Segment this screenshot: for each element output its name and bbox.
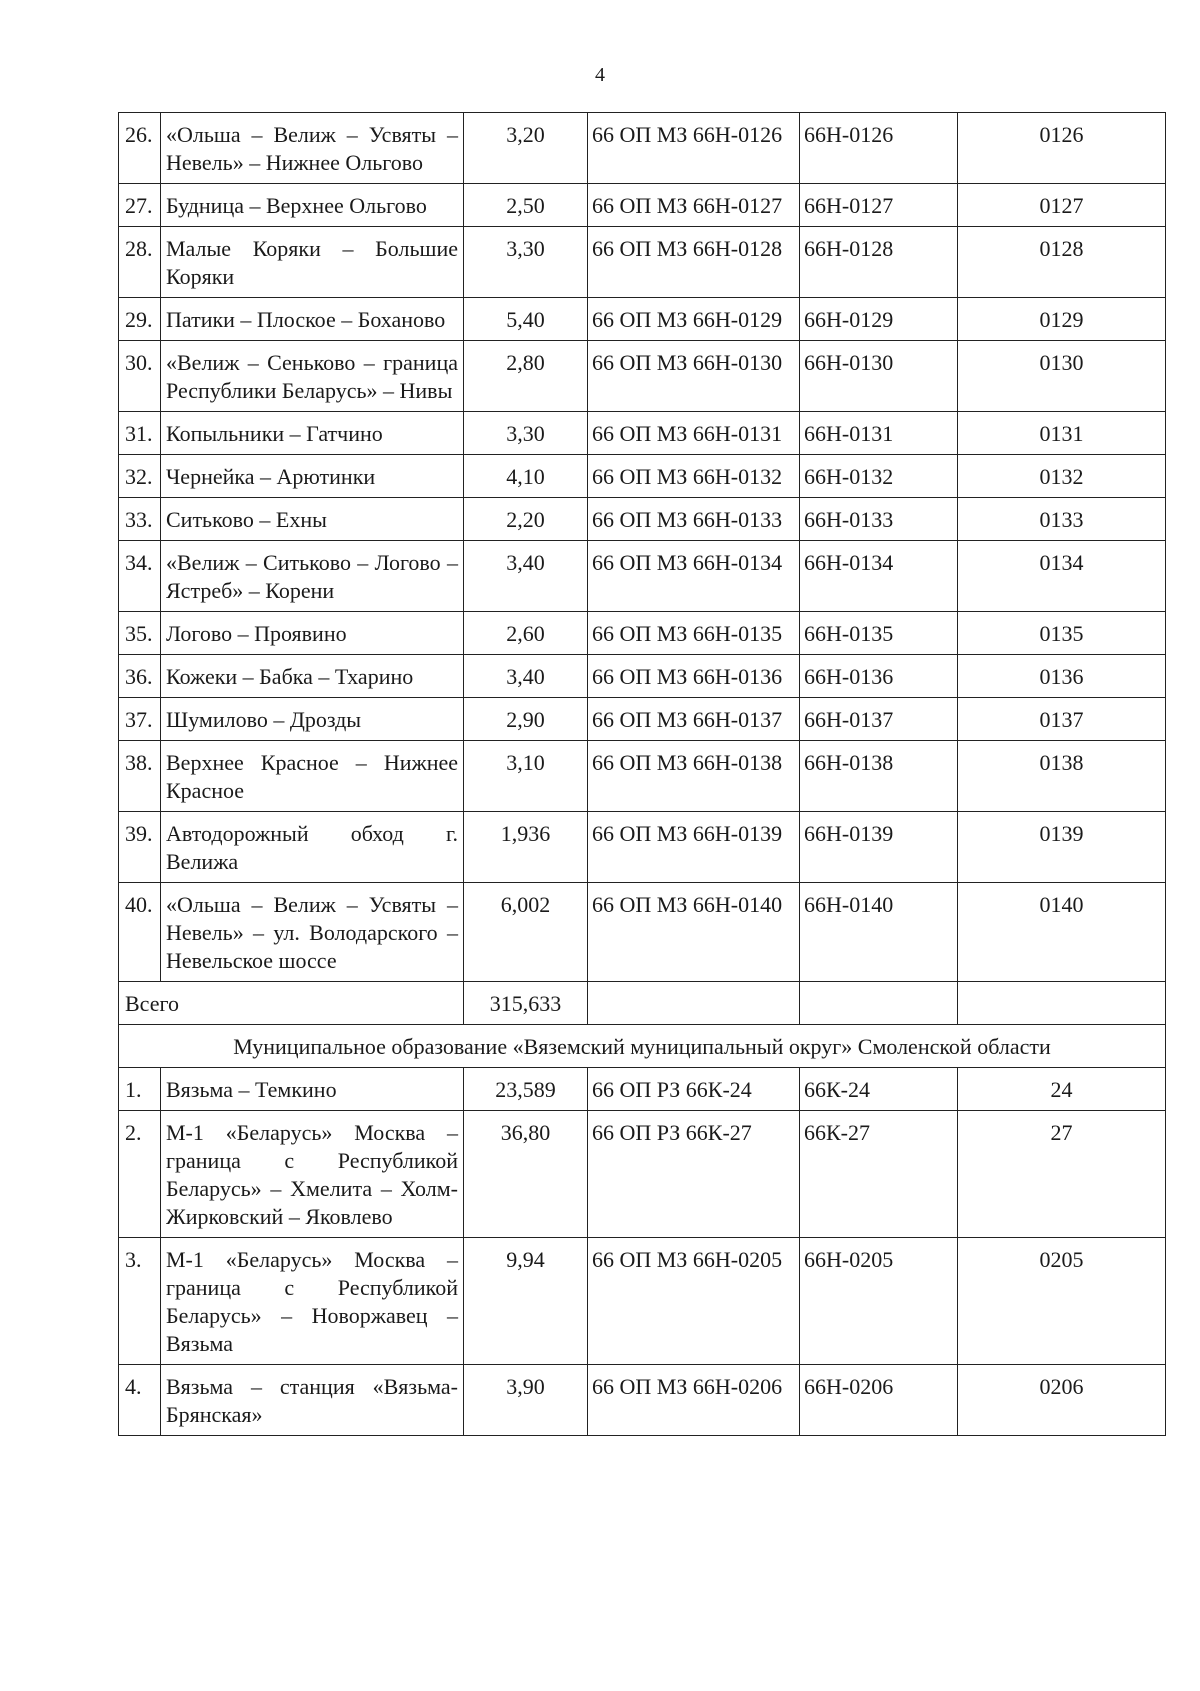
total-empty-cell (588, 982, 800, 1025)
road-reg-code: 66Н-0132 (800, 455, 958, 498)
road-id-code: 66 ОП МЗ 66Н-0205 (588, 1238, 800, 1365)
row-number: 27. (119, 184, 161, 227)
road-reg-code: 66Н-0129 (800, 298, 958, 341)
road-name: Чернейка – Арютинки (161, 455, 464, 498)
road-reg-code: 66К-27 (800, 1111, 958, 1238)
row-number: 28. (119, 227, 161, 298)
road-id-code: 66 ОП МЗ 66Н-0129 (588, 298, 800, 341)
table-row (119, 883, 1166, 982)
road-length: 2,20 (464, 498, 588, 541)
section-heading-row (119, 1025, 1166, 1068)
road-short-code: 0206 (958, 1365, 1166, 1436)
road-length: 3,30 (464, 227, 588, 298)
road-reg-code: 66Н-0130 (800, 341, 958, 412)
road-short-code: 0205 (958, 1238, 1166, 1365)
total-empty-cell (800, 982, 958, 1025)
road-id-code: 66 ОП МЗ 66Н-0128 (588, 227, 800, 298)
row-number: 29. (119, 298, 161, 341)
road-name: Патики – Плоское – Боханово (161, 298, 464, 341)
row-number: 39. (119, 812, 161, 883)
road-length: 3,10 (464, 741, 588, 812)
row-number: 30. (119, 341, 161, 412)
road-reg-code: 66Н-0137 (800, 698, 958, 741)
road-length: 2,80 (464, 341, 588, 412)
table-row (119, 698, 1166, 741)
road-short-code: 0140 (958, 883, 1166, 982)
row-number: 35. (119, 612, 161, 655)
road-name: «Велиж – Ситьково – Логово – Ястреб» – Корени (161, 541, 464, 612)
road-reg-code: 66Н-0205 (800, 1238, 958, 1365)
row-number: 26. (119, 113, 161, 184)
road-length: 3,40 (464, 541, 588, 612)
road-short-code: 0132 (958, 455, 1166, 498)
road-length: 6,002 (464, 883, 588, 982)
road-name: Будница – Верхнее Ольгово (161, 184, 464, 227)
row-number: 31. (119, 412, 161, 455)
row-number: 33. (119, 498, 161, 541)
road-id-code: 66 ОП МЗ 66Н-0139 (588, 812, 800, 883)
table-row (119, 1365, 1166, 1436)
road-id-code: 66 ОП МЗ 66Н-0135 (588, 612, 800, 655)
road-name: Кожеки – Бабка – Тхарино (161, 655, 464, 698)
total-value: 315,633 (464, 982, 588, 1025)
row-number: 36. (119, 655, 161, 698)
road-length: 2,60 (464, 612, 588, 655)
road-name: Копыльники – Гатчино (161, 412, 464, 455)
road-id-code: 66 ОП МЗ 66Н-0137 (588, 698, 800, 741)
road-name: М-1 «Беларусь» Москва – граница с Республикой Беларусь» – Новоржавец – Вязьма (161, 1238, 464, 1365)
road-name: «Ольша – Велиж – Усвяты – Невель» – ул. Володарского – Невельское шоссе (161, 883, 464, 982)
table-row (119, 455, 1166, 498)
road-short-code: 0129 (958, 298, 1166, 341)
table-row (119, 412, 1166, 455)
table-row (119, 498, 1166, 541)
road-length: 36,80 (464, 1111, 588, 1238)
table-row (119, 184, 1166, 227)
road-reg-code: 66Н-0128 (800, 227, 958, 298)
road-reg-code: 66Н-0133 (800, 498, 958, 541)
road-short-code: 0127 (958, 184, 1166, 227)
road-id-code: 66 ОП МЗ 66Н-0133 (588, 498, 800, 541)
table-row (119, 655, 1166, 698)
road-id-code: 66 ОП МЗ 66Н-0206 (588, 1365, 800, 1436)
road-name: Вязьма – станция «Вязьма-Брянская» (161, 1365, 464, 1436)
row-number: 3. (119, 1238, 161, 1365)
group2-body (119, 1068, 1166, 1436)
road-id-code: 66 ОП МЗ 66Н-0140 (588, 883, 800, 982)
road-id-code: 66 ОП МЗ 66Н-0131 (588, 412, 800, 455)
road-name: Вязьма – Темкино (161, 1068, 464, 1111)
table-row (119, 612, 1166, 655)
road-length: 3,40 (464, 655, 588, 698)
road-name: Автодорожный обход г. Велижа (161, 812, 464, 883)
road-length: 2,90 (464, 698, 588, 741)
road-short-code: 0138 (958, 741, 1166, 812)
table-row (119, 298, 1166, 341)
road-length: 23,589 (464, 1068, 588, 1111)
table-row (119, 1068, 1166, 1111)
road-short-code: 24 (958, 1068, 1166, 1111)
table-row (119, 741, 1166, 812)
row-number: 38. (119, 741, 161, 812)
road-reg-code: 66К-24 (800, 1068, 958, 1111)
road-short-code: 0137 (958, 698, 1166, 741)
table-row (119, 1111, 1166, 1238)
road-reg-code: 66Н-0131 (800, 412, 958, 455)
row-number: 32. (119, 455, 161, 498)
road-length: 9,94 (464, 1238, 588, 1365)
road-short-code: 0131 (958, 412, 1166, 455)
group1-total (119, 982, 1166, 1068)
road-id-code: 66 ОП МЗ 66Н-0126 (588, 113, 800, 184)
road-name: «Ольша – Велиж – Усвяты – Невель» – Нижнее Ольгово (161, 113, 464, 184)
road-reg-code: 66Н-0126 (800, 113, 958, 184)
road-short-code: 0133 (958, 498, 1166, 541)
road-short-code: 0126 (958, 113, 1166, 184)
road-length: 4,10 (464, 455, 588, 498)
road-reg-code: 66Н-0206 (800, 1365, 958, 1436)
road-length: 3,90 (464, 1365, 588, 1436)
row-number: 40. (119, 883, 161, 982)
road-id-code: 66 ОП МЗ 66Н-0134 (588, 541, 800, 612)
road-name: Шумилово – Дрозды (161, 698, 464, 741)
road-short-code: 0139 (958, 812, 1166, 883)
group1-body (119, 113, 1166, 982)
road-id-code: 66 ОП РЗ 66К-24 (588, 1068, 800, 1111)
road-id-code: 66 ОП МЗ 66Н-0130 (588, 341, 800, 412)
table-row (119, 541, 1166, 612)
total-label: Всего (119, 982, 464, 1025)
road-short-code: 0130 (958, 341, 1166, 412)
road-reg-code: 66Н-0139 (800, 812, 958, 883)
road-id-code: 66 ОП МЗ 66Н-0132 (588, 455, 800, 498)
road-length: 3,30 (464, 412, 588, 455)
road-length: 3,20 (464, 113, 588, 184)
table-row (119, 341, 1166, 412)
road-reg-code: 66Н-0134 (800, 541, 958, 612)
road-id-code: 66 ОП МЗ 66Н-0127 (588, 184, 800, 227)
road-length: 1,936 (464, 812, 588, 883)
road-name: Малые Коряки – Большие Коряки (161, 227, 464, 298)
row-number: 34. (119, 541, 161, 612)
road-name: Верхнее Красное – Нижнее Красное (161, 741, 464, 812)
row-number: 2. (119, 1111, 161, 1238)
road-name: М-1 «Беларусь» Москва – граница с Республикой Беларусь» – Хмелита – Холм-Жирковский – Яковлево (161, 1111, 464, 1238)
road-name: Логово – Проявино (161, 612, 464, 655)
roads-table (118, 112, 1166, 1436)
row-number: 37. (119, 698, 161, 741)
page-number: 4 (595, 64, 605, 86)
table-row (119, 1238, 1166, 1365)
total-row (119, 982, 1166, 1025)
total-empty-cell (958, 982, 1166, 1025)
road-name: «Велиж – Сеньково – граница Республики Беларусь» – Нивы (161, 341, 464, 412)
row-number: 4. (119, 1365, 161, 1436)
table-row (119, 227, 1166, 298)
road-reg-code: 66Н-0140 (800, 883, 958, 982)
road-id-code: 66 ОП МЗ 66Н-0136 (588, 655, 800, 698)
road-id-code: 66 ОП МЗ 66Н-0138 (588, 741, 800, 812)
road-id-code: 66 ОП РЗ 66К-27 (588, 1111, 800, 1238)
road-short-code: 0128 (958, 227, 1166, 298)
table-row (119, 113, 1166, 184)
road-length: 5,40 (464, 298, 588, 341)
road-short-code: 27 (958, 1111, 1166, 1238)
road-short-code: 0136 (958, 655, 1166, 698)
road-reg-code: 66Н-0135 (800, 612, 958, 655)
road-reg-code: 66Н-0138 (800, 741, 958, 812)
road-short-code: 0134 (958, 541, 1166, 612)
road-reg-code: 66Н-0127 (800, 184, 958, 227)
table-row (119, 812, 1166, 883)
road-length: 2,50 (464, 184, 588, 227)
row-number: 1. (119, 1068, 161, 1111)
section-heading: Муниципальное образование «Вяземский муниципальный округ» Смоленской области (119, 1025, 1166, 1068)
road-name: Ситьково – Ехны (161, 498, 464, 541)
road-short-code: 0135 (958, 612, 1166, 655)
road-reg-code: 66Н-0136 (800, 655, 958, 698)
